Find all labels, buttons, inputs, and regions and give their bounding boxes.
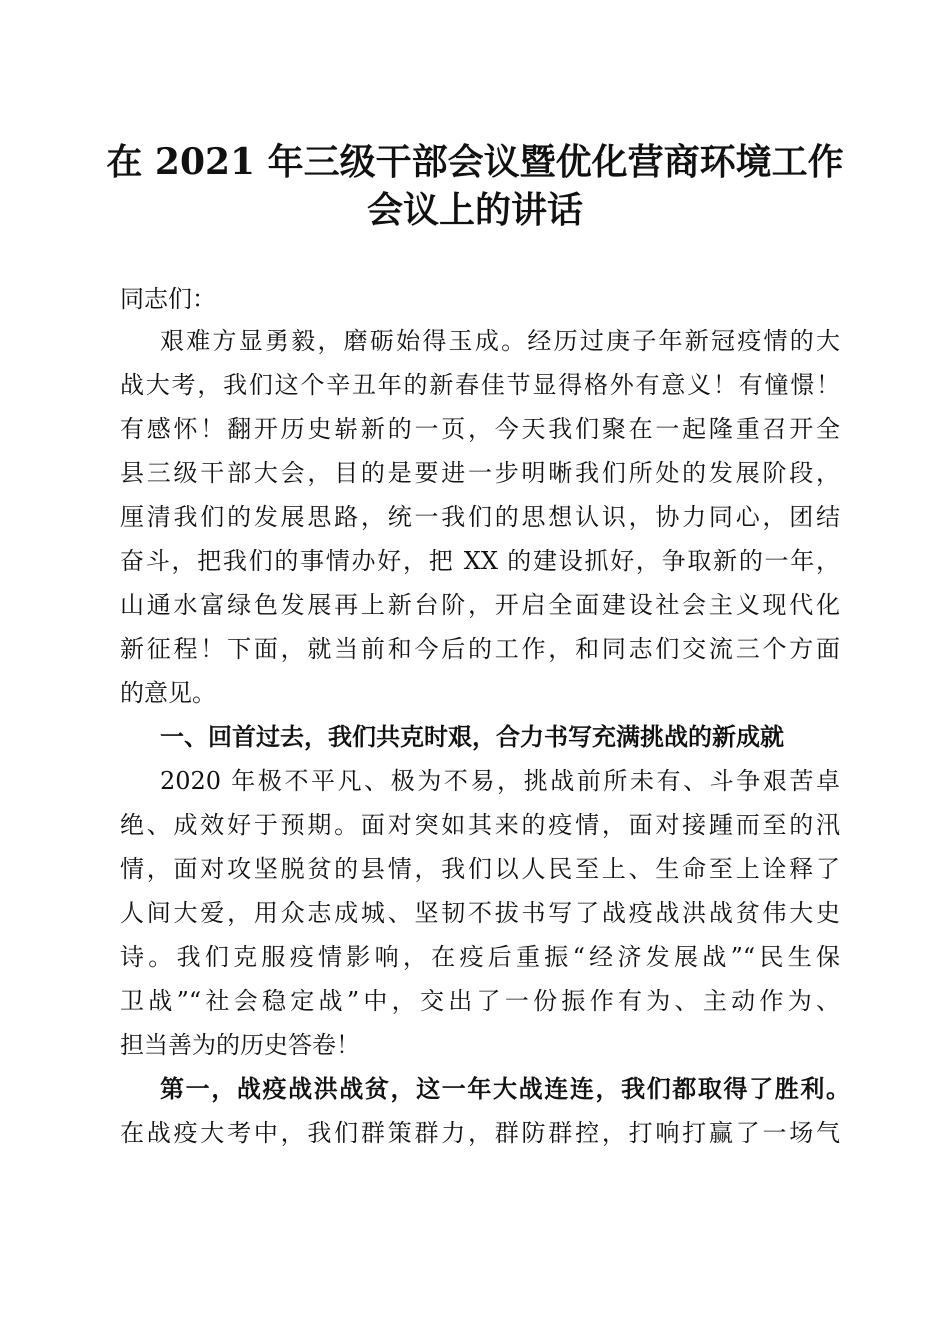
paragraph-line: 在战疫大考中，我们群策群力，群防群控，打响打赢了一场气 (120, 1119, 840, 1147)
document-title-line-1: 在 2021 年三级干部会议暨优化营商环境工作 (106, 141, 844, 183)
paragraph-line: 山通水富绿色发展再上新台阶，开启全面建设社会主义现代化 (120, 591, 840, 619)
paragraph-line: 厘清我们的发展思路，统一我们的思想认识，协力同心，团结 (120, 503, 840, 531)
paragraph-line: 奋斗，把我们的事情办好，把 XX 的建设抓好，争取新的一年， (120, 547, 840, 575)
document-title-line-2: 会议上的讲话 (366, 189, 583, 231)
paragraph-line: 有感怀！翻开历史崭新的一页，今天我们聚在一起隆重召开全 (120, 415, 840, 443)
paragraph-line: 诗。我们克服疫情影响，在疫后重振“经济发展战”“民生保 (120, 943, 840, 971)
paragraph-line: 的意见。 (120, 679, 216, 707)
paragraph-line: 卫战”“社会稳定战”中，交出了一份振作有为、主动作为、 (120, 987, 840, 1015)
paragraph-line: 艰难方显勇毅，磨砺始得玉成。经历过庚子年新冠疫情的大 (160, 327, 840, 355)
subsection-heading: 第一，战疫战洪战贫，这一年大战连连，我们都取得了胜利。 (160, 1075, 850, 1103)
salutation: 同志们： (120, 285, 216, 313)
section-heading: 一、回首过去，我们共克时艰，合力书写充满挑战的新成就 (160, 723, 784, 751)
paragraph-line: 战大考，我们这个辛丑年的新春佳节显得格外有意义！有憧憬！ (120, 371, 840, 399)
paragraph-line: 担当善为的历史答卷！ (120, 1031, 360, 1059)
paragraph-line: 新征程！下面，就当前和今后的工作，和同志们交流三个方面 (120, 635, 840, 663)
paragraph-line: 县三级干部大会，目的是要进一步明晰我们所处的发展阶段， (120, 459, 840, 487)
paragraph-line: 绝、成效好于预期。面对突如其来的疫情，面对接踵而至的汛 (120, 811, 840, 839)
paragraph-line: 2020 年极不平凡、极为不易，挑战前所未有、斗争艰苦卓 (160, 767, 840, 795)
paragraph-line: 情，面对攻坚脱贫的县情，我们以人民至上、生命至上诠释了 (120, 855, 840, 883)
paragraph-line: 人间大爱，用众志成城、坚韧不拔书写了战疫战洪战贫伟大史 (120, 899, 840, 927)
